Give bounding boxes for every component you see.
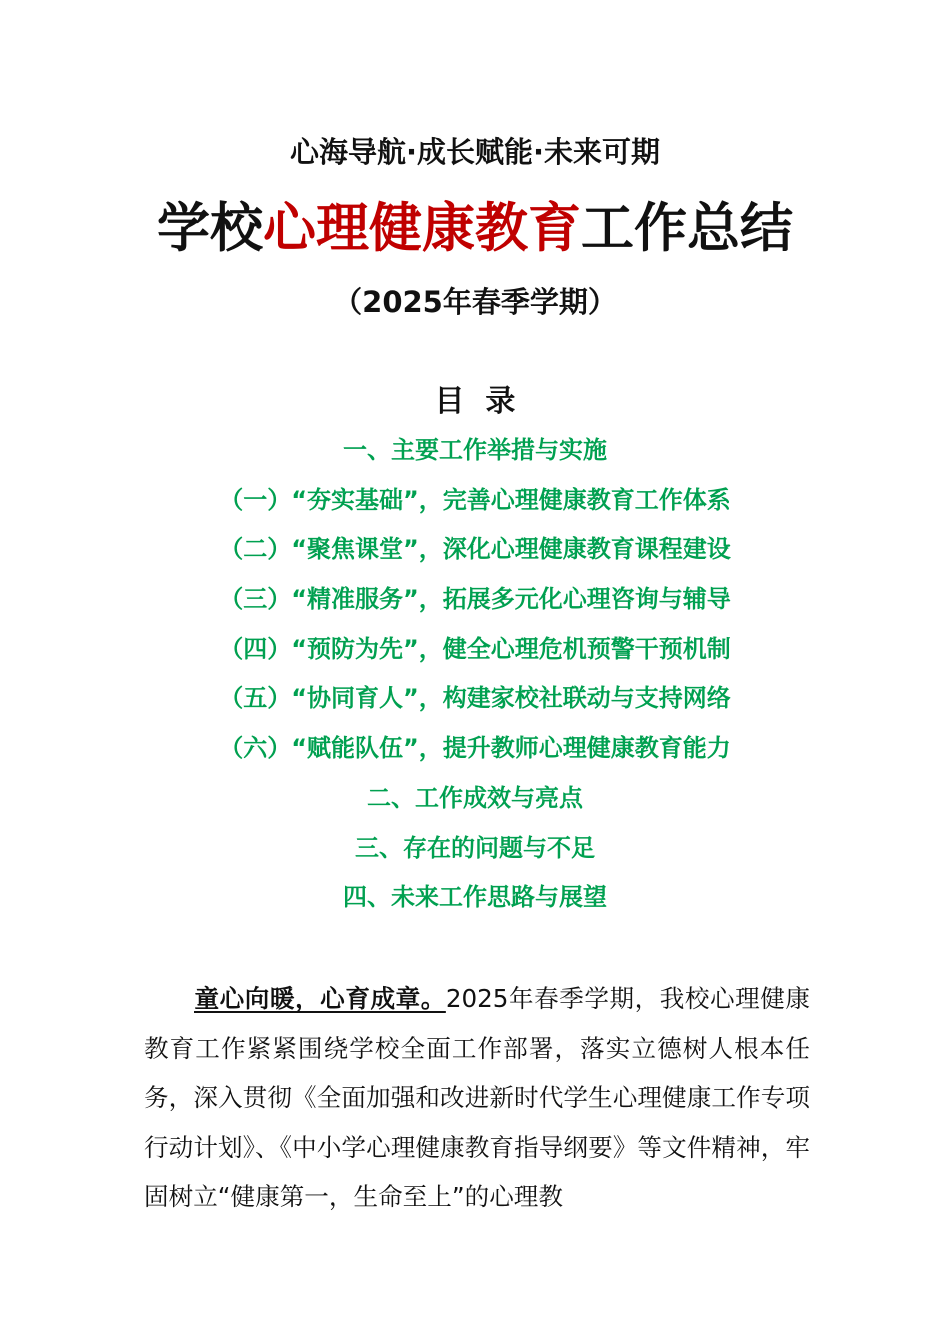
title-highlight: 心理健康教育 <box>263 198 581 259</box>
toc-heading: 目 录 <box>434 384 516 419</box>
document-title <box>0 194 950 264</box>
toc-item-1-5[interactable]: （五）“协同育人”，构建家校社联动与支持网络 <box>219 684 731 713</box>
document-subtitle: 心海导航·成长赋能·未来可期 <box>289 135 661 169</box>
title-suffix: 工作总结 <box>581 198 793 259</box>
toc-item-1-6[interactable]: （六）“赋能队伍”，提升教师心理健康教育能力 <box>219 734 731 763</box>
toc-item-1-4[interactable]: （四）“预防为先”，健全心理危机预警干预机制 <box>219 634 731 663</box>
document-term: （2025年春季学期） <box>333 285 617 319</box>
paragraph-lead: 童心向暖，心育成章。 <box>194 984 446 1013</box>
body-paragraph <box>144 974 810 1222</box>
toc-item-3[interactable]: 三、存在的问题与不足 <box>355 833 595 862</box>
toc-item-1-2[interactable]: （二）“聚焦课堂”，深化心理健康教育课程建设 <box>219 535 731 564</box>
toc-item-1-3[interactable]: （三）“精准服务”，拓展多元化心理咨询与辅导 <box>219 585 731 614</box>
toc-item-1-1[interactable]: （一）“夯实基础”，完善心理健康教育工作体系 <box>219 485 731 514</box>
toc-item-1[interactable]: 一、主要工作举措与实施 <box>343 436 607 464</box>
toc-item-2[interactable]: 二、工作成效与亮点 <box>367 783 583 812</box>
toc-item-4[interactable]: 四、未来工作思路与展望 <box>343 883 607 912</box>
table-of-contents <box>0 426 950 923</box>
paragraph-text: 2025年春季学期，我校心理健康教育工作紧紧围绕学校全面工作部署，落实立德树人根本任务，深入贯彻《全面加强和改进新时代学生心理健康工作专项行动计划》、《中小学心理健康教育指导纲要》等文件精神，牢固树立“健康第一，生命至上”的心理教 <box>144 984 810 1212</box>
title-prefix: 学校 <box>157 198 263 259</box>
